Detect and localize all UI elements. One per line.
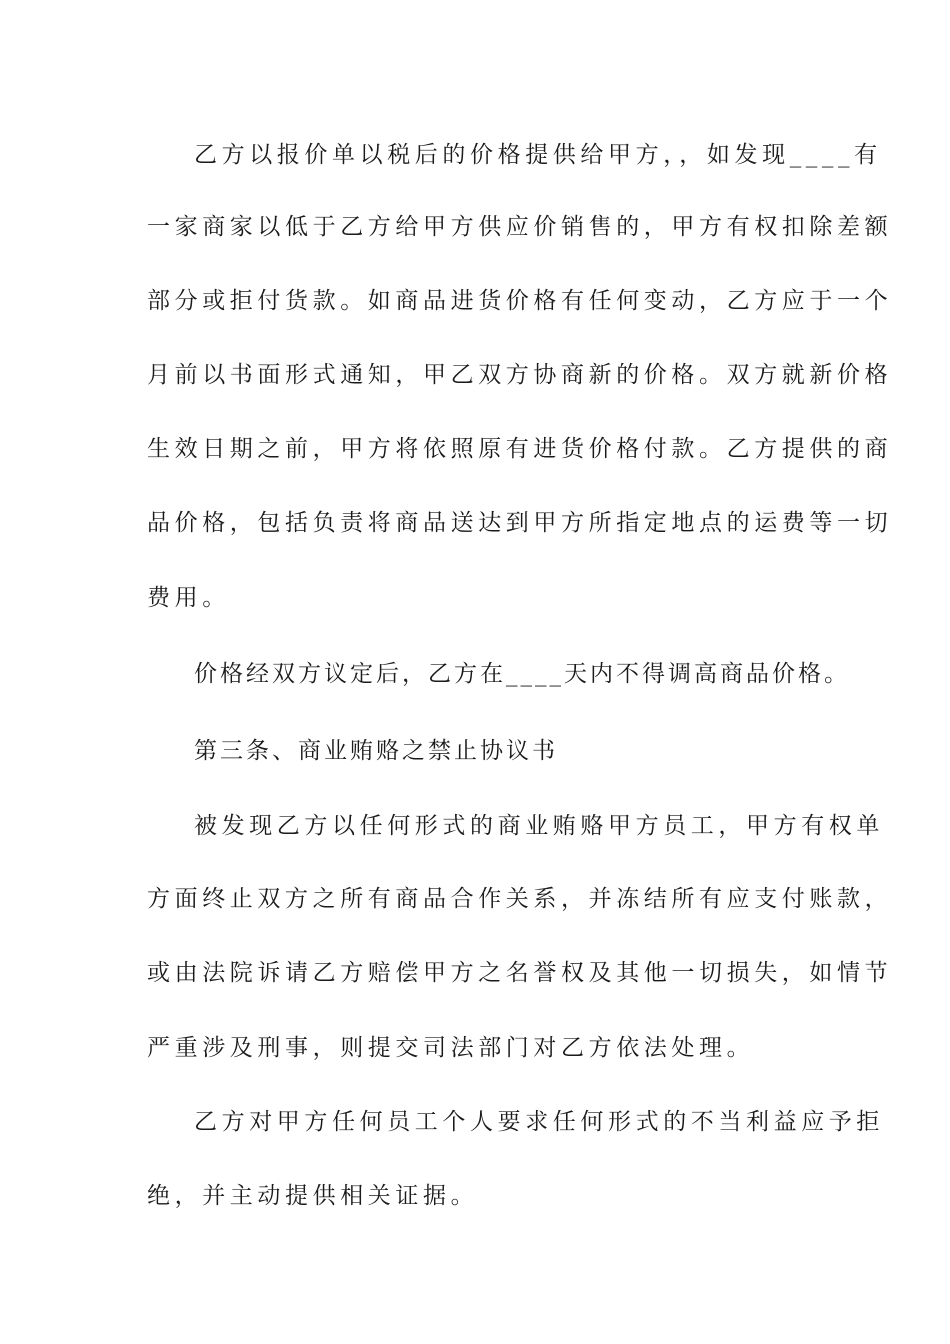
paragraph-line: 严重涉及刑事，则提交司法部门对乙方依法处理。 (147, 1035, 755, 1061)
paragraph-line: 费用。 (147, 585, 230, 611)
paragraph-line: 或由法院诉请乙方赔偿甲方之名誉权及其他一切损失，如情节 (147, 960, 893, 986)
paragraph-line: 被发现乙方以任何形式的商业贿赂甲方员工，甲方有权单 (194, 813, 884, 839)
paragraph-line: 品价格，包括负责将商品送达到甲方所指定地点的运费等一切 (147, 510, 893, 536)
paragraph-line: 乙方以报价单以税后的价格提供给甲方，，如发现____有 (194, 142, 882, 168)
paragraph-line: 方面终止双方之所有商品合作关系，并冻结所有应支付账款， (147, 886, 893, 912)
paragraph-line: 绝，并主动提供相关证据。 (147, 1183, 479, 1209)
paragraph-line: 月前以书面形式通知，甲乙双方协商新的价格。双方就新价格 (147, 362, 893, 388)
paragraph-line: 生效日期之前，甲方将依照原有进货价格付款。乙方提供的商 (147, 436, 893, 462)
paragraph-line: 一家商家以低于乙方给甲方供应价销售的，甲方有权扣除差额 (147, 214, 893, 240)
paragraph-line: 乙方对甲方任何员工个人要求任何形式的不当利益应予拒 (194, 1109, 884, 1135)
paragraph-line: 价格经双方议定后，乙方在____天内不得调高商品价格。 (194, 661, 850, 687)
section-heading: 第三条、商业贿赂之禁止协议书 (194, 738, 558, 764)
paragraph-line: 部分或拒付货款。如商品进货价格有任何变动，乙方应于一个 (147, 288, 893, 314)
